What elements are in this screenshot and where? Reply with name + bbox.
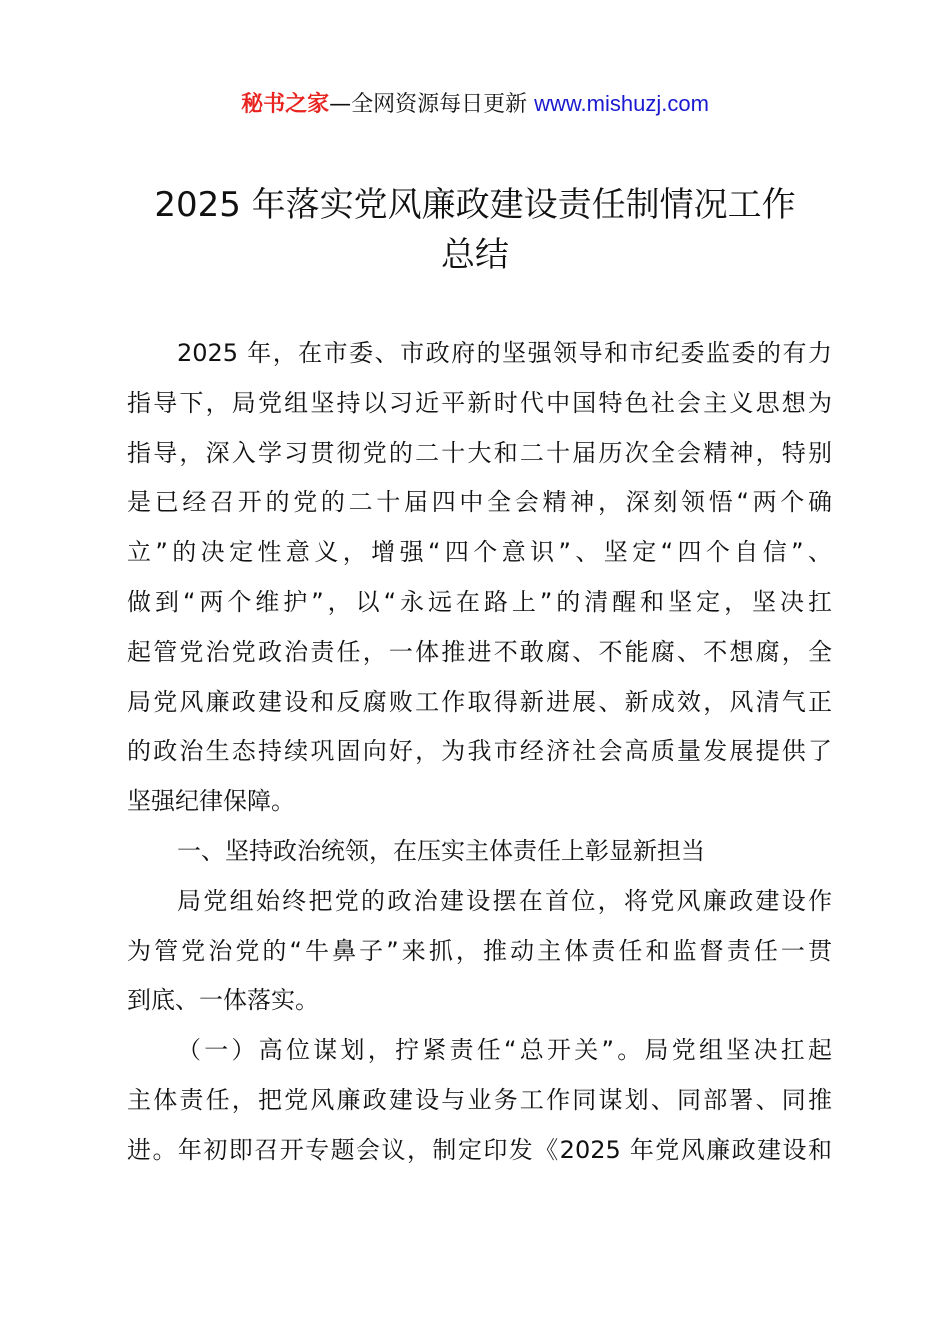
text-line: 为管党治党的“牛鼻子”来抓，推动主体责任和监督责任一贯 xyxy=(127,936,832,965)
text-line: 指导下，局党组坚持以习近平新时代中国特色社会主义思想为 xyxy=(127,388,832,417)
text-line: 坚强纪律保障。 xyxy=(127,787,295,816)
site-banner xyxy=(0,88,950,121)
text-line: 指导，深入学习贯彻党的二十大和二十届历次全会精神，特别 xyxy=(127,438,832,467)
brand-name: 秘书之家 xyxy=(241,92,330,117)
title-line: 2025 年落实党风廉政建设责任制情况工作 xyxy=(154,185,796,225)
banner-slogan: —全网资源每日更新 xyxy=(329,92,535,117)
text-line: 主体责任，把党风廉政建设与业务工作同谋划、同部署、同推 xyxy=(127,1085,832,1114)
text-line: 做到“两个维护”，以“永远在路上”的清醒和坚定，坚决扛 xyxy=(127,587,832,616)
text-line: 立”的决定性意义，增强“四个意识”、坚定“四个自信”、 xyxy=(127,538,832,567)
site-url-link[interactable]: www.mishuzj.com xyxy=(534,91,709,116)
text-line: 进。年初即召开专题会议，制定印发《2025 年党风廉政建设和 xyxy=(127,1135,832,1164)
document-title xyxy=(0,180,950,280)
section-heading: 一、坚持政治统领，在压实主体责任上彰显新担当 xyxy=(177,836,705,865)
text-line: （一）高位谋划，拧紧责任“总开关”。局党组坚决扛起 xyxy=(177,1036,832,1065)
text-line: 起管党治党政治责任，一体推进不敢腐、不能腐、不想腐，全 xyxy=(127,637,832,666)
text-line: 2025 年，在市委、市政府的坚强领导和市纪委监委的有力 xyxy=(177,339,832,367)
title-line: 总结 xyxy=(441,235,509,275)
text-line: 局党组始终把党的政治建设摆在首位，将党风廉政建设作 xyxy=(177,886,832,915)
text-line: 的政治生态持续巩固向好，为我市经济社会高质量发展提供了 xyxy=(127,737,832,766)
text-line: 局党风廉政建设和反腐败工作取得新进展、新成效，风清气正 xyxy=(127,687,832,716)
document-body xyxy=(127,329,832,1176)
text-line: 是已经召开的党的二十届四中全会精神，深刻领悟“两个确 xyxy=(127,488,832,517)
text-line: 到底、一体落实。 xyxy=(127,986,319,1015)
